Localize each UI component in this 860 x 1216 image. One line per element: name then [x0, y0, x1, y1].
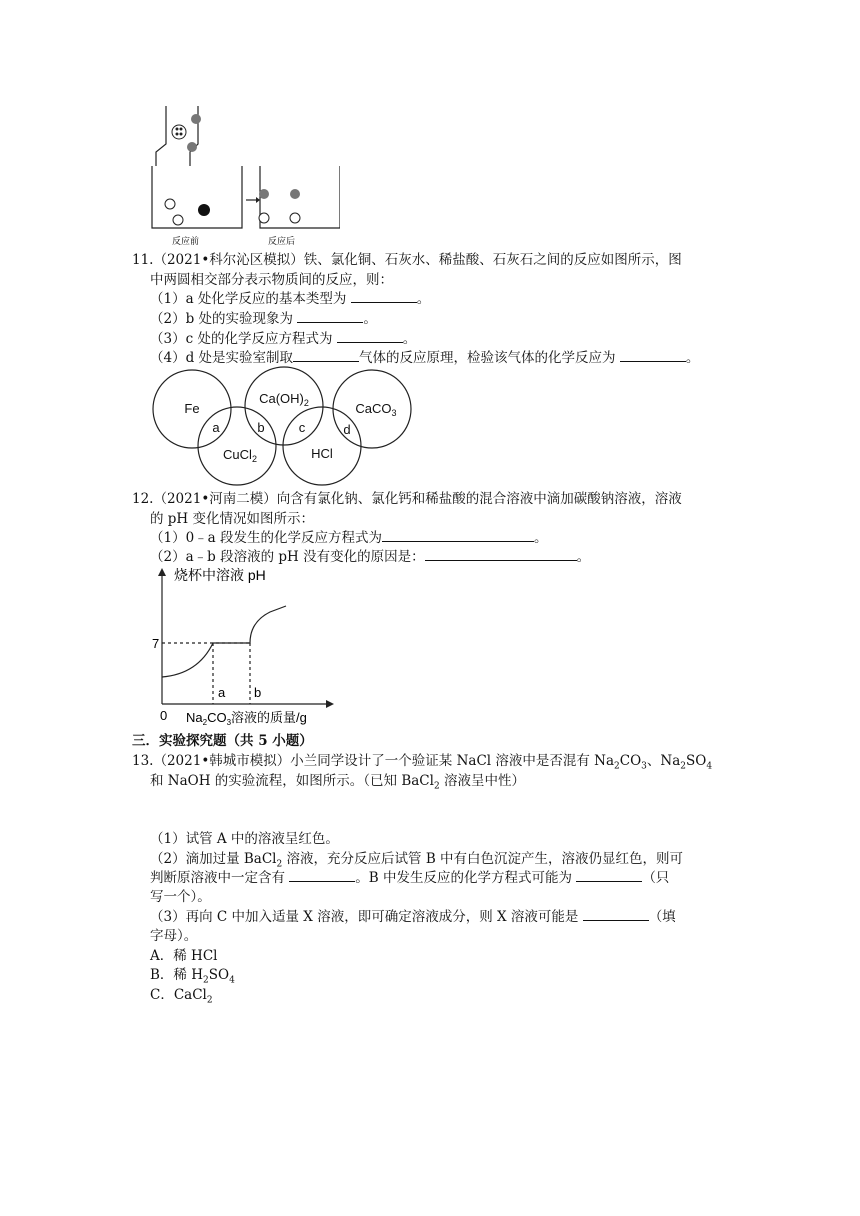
origin-label: 0 — [160, 708, 168, 723]
circle-diagram — [150, 366, 420, 486]
ph-graph — [150, 564, 340, 730]
caoh-label: $Ca(OH)_2$ — [259, 391, 309, 408]
q13-sub3-end: 字母）。 — [150, 928, 198, 944]
q12-head: 12.（2021•河南二模）向含有氯化钠、氯化钙和稀盐酸的混合溶液中滴加碳酸钠溶液，溶液 — [132, 491, 682, 507]
q13-sub2-cont: 判断原溶液中一定含有 。B 中发生反应的化学方程式可能为 （只 — [150, 870, 670, 886]
option-a: A．稀 HCl — [150, 948, 218, 964]
q11-cont: 中两圆相交部分表示物质间的反应，则： — [150, 272, 393, 288]
hcl-label: HCl — [311, 446, 333, 461]
q13-sub3: （3）再向 C 中加入适量 X 溶液，即可确定溶液成分，则 X 溶液可能是 （填 — [150, 909, 676, 925]
x-axis-label: $Na_2CO_3$溶液的质量/g — [186, 710, 307, 727]
point-a-label: a — [218, 685, 226, 700]
label-before: 反应前 — [172, 236, 200, 246]
option-c: C．CaCl$_2$ — [150, 987, 213, 1006]
region-a-label: a — [212, 420, 220, 435]
option-b: B．稀 $H_2SO_4$ — [150, 967, 235, 986]
section-three-heading: 三．实验探究题（共 5 小题） — [132, 733, 313, 749]
region-b-label: b — [257, 420, 265, 435]
ph-7-tick: 7 — [152, 636, 160, 651]
region-d-label: d — [343, 422, 351, 437]
q13-sub2-end: 写一个）。 — [150, 889, 211, 905]
region-c-label: c — [298, 420, 306, 435]
q11-sub2: （2）b 处的实验现象为 。 — [150, 311, 377, 327]
q12-sub2: （2）a﹣b 段溶液的 pH 没有变化的原因是： 。 — [150, 549, 591, 565]
q12-sub1: （1）0﹣a 段发生的化学反应方程式为 。 — [150, 530, 548, 546]
fe-label: Fe — [184, 401, 200, 416]
q11-sub1: （1）a 处化学反应的基本类型为 。 — [150, 291, 431, 307]
q13-sub2: （2）滴加过量 BaCl$_2$ 溶液，充分反应后试管 B 中有白色沉淀产生，溶液仍显红色，则可 — [150, 851, 684, 870]
q13-sub1: （1）试管 A 中的溶液呈红色。 — [150, 831, 339, 847]
reaction-diagram — [140, 100, 340, 250]
label-after: 反应后 — [268, 236, 296, 246]
caco3-label: CaCO$_3$ — [355, 401, 397, 418]
q11-sub4: （4）d 处是实验室制取 气体的反应原理，检验该气体的化学反应为 。 — [150, 350, 700, 366]
point-b-label: b — [254, 685, 262, 700]
q11-sub3: （3）c 处的化学反应方程式为 。 — [150, 331, 417, 347]
ph-axis-label: 烧杯中溶液 pH — [174, 567, 266, 583]
q13-cont: 和 NaOH 的实验流程，如图所示。（已知 BaCl$_2$ 溶液呈中性） — [150, 773, 525, 792]
cucl2-label: CuCl$_2$ — [223, 447, 257, 464]
q13-head: 13.（2021•韩城市模拟）小兰同学设计了一个验证某 NaCl 溶液中是否混有 $Na_2CO_3$、$Na_2SO_4$ — [132, 753, 713, 772]
q12-cont: 的 pH 变化情况如图所示： — [150, 511, 314, 527]
q11-head: 11.（2021•科尔沁区模拟）铁、氯化铜、石灰水、稀盐酸、石灰石之间的反应如图所示，图 — [132, 252, 682, 268]
